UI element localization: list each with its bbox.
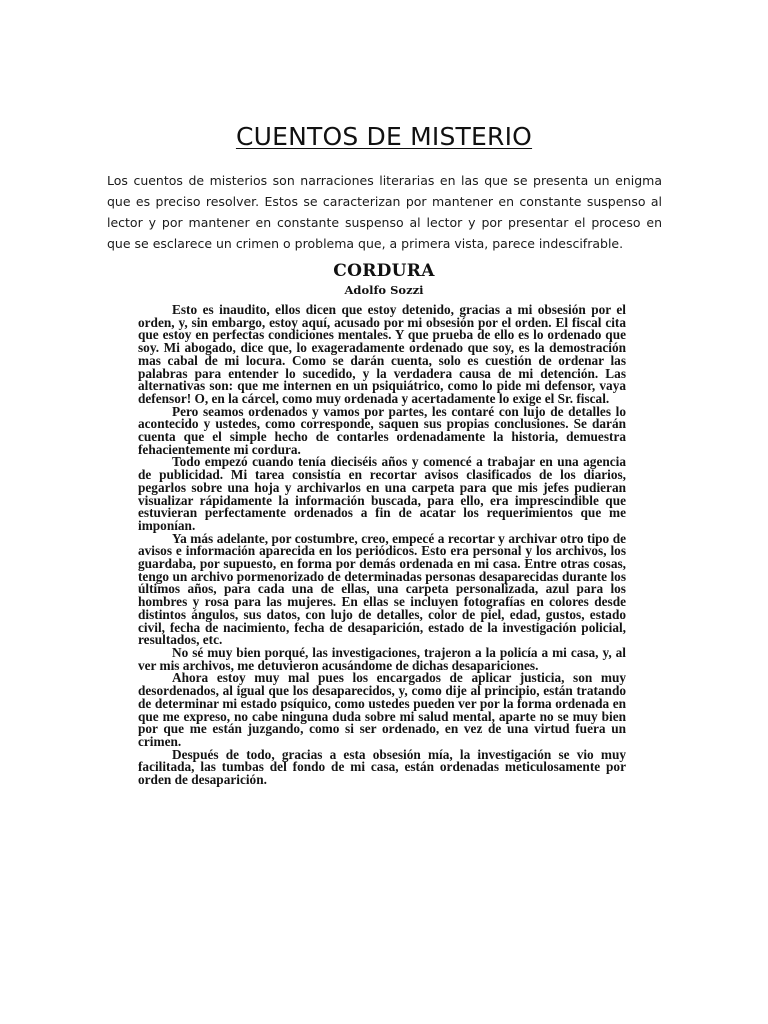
story-author: Adolfo Sozzi: [344, 283, 424, 297]
story-paragraph: Pero seamos ordenados y vamos por partes, les contaré con lujo de detalles lo acontecido y ustedes, como corresponde, saquen sus propias conclusiones. Se darán cuenta que el simple hecho de contarles ordenadamente la historia, demuestra fehacientemente mi cordura.: [138, 403, 626, 457]
document-title: [0, 122, 768, 151]
story-paragraph: Esto es inaudito, ellos dicen que estoy detenido, gracias a mi obsesión por el orden, y, sin embargo, estoy aquí, acusado por mi obsesión por el orden. El fiscal cita que estoy en perfectas condiciones mentales. Y que prueba de ello es lo ordenado que soy. Mi abogado, dice que, lo exageradamente ordenado que soy, es la demostración mas cabal de mi locura. Como se darán cuenta, solo es cuestión de ordenar las palabras para entender lo sucedido, y la verdadera causa de mi detención. Las alternativas son: que me internen en un psiquiátrico, como lo pide mi defensor, vaya defensor! O, en la cárcel, como muy ordenada y acertadamente lo exige el Sr. fiscal.: [138, 302, 626, 406]
intro-paragraph: Los cuentos de misterios son narraciones literarias en las que se presenta un enigma que es preciso resolver. Estos se caracterizan por mantener en constante suspenso al lector y por mantener en constante suspenso al lector y por presentar el proceso en que se esclarece un crimen o problema que, a primera vista, parece indescifrable.: [107, 173, 662, 251]
story-title: CORDURA: [333, 261, 435, 281]
document-title-text: CUENTOS DE MISTERIO: [235, 122, 533, 151]
story-body: [138, 304, 626, 787]
story-paragraph: Ahora estoy muy mal pues los encargados de aplicar justicia, son muy desordenados, al igual que los desaparecidos, y, como dije al principio, están tratando de determinar mi estado psíquico, como ustedes pueden ver por la forma ordenada en que me expreso, no cabe ninguna duda sobre mi salud mental, aparte no se muy bien por que me están juzgando, como si ser ordenado, en vez de una virtud fuera un crimen.: [138, 670, 626, 749]
story-paragraph: Todo empezó cuando tenía dieciséis años y comencé a trabajar en una agencia de publicidad. Mi tarea consistía en recortar avisos clasificados de los diarios, pegarlos sobre una hoja y archivarlos en una carpeta para que mis jefes pudieran visualizar rápidamente la información buscada, para ello, era imprescindible que estuvieran perfectamente ordenados a fin de acatar los requerimientos que me imponían.: [138, 454, 626, 533]
story-paragraph: Ya más adelante, por costumbre, creo, empecé a recortar y archivar otro tipo de avisos e información aparecida en los periódicos. Esto era personal y los archivos, los guardaba, por supuesto, en forma por demás ordenada en mi casa. Entre otras cosas, tengo un archivo pormenorizado de determinadas personas desaparecidas durante los últimos años, para cada una de ellas, una carpeta personalizada, azul para los hombres y rosa para las mujeres. En ellas se incluyen fotografías en colores desde distintos ángulos, sus datos, con lujo de detalles, color de piel, edad, gustos, estado civil, fecha de nacimiento, fecha de desaparición, estado de la investigación policial, resultados, etc.: [138, 530, 626, 648]
story-paragraph: No sé muy bien porqué, las investigaciones, trajeron a la policía a mi casa, y, al ver mis archivos, me detuvieron acusándome de dichas desapariciones.: [138, 644, 626, 673]
story-paragraph: Después de todo, gracias a esta obsesión mía, la investigación se vio muy facilitada, las tumbas del fondo de mi casa, están ordenadas meticulosamente por orden de desaparición.: [138, 746, 626, 788]
